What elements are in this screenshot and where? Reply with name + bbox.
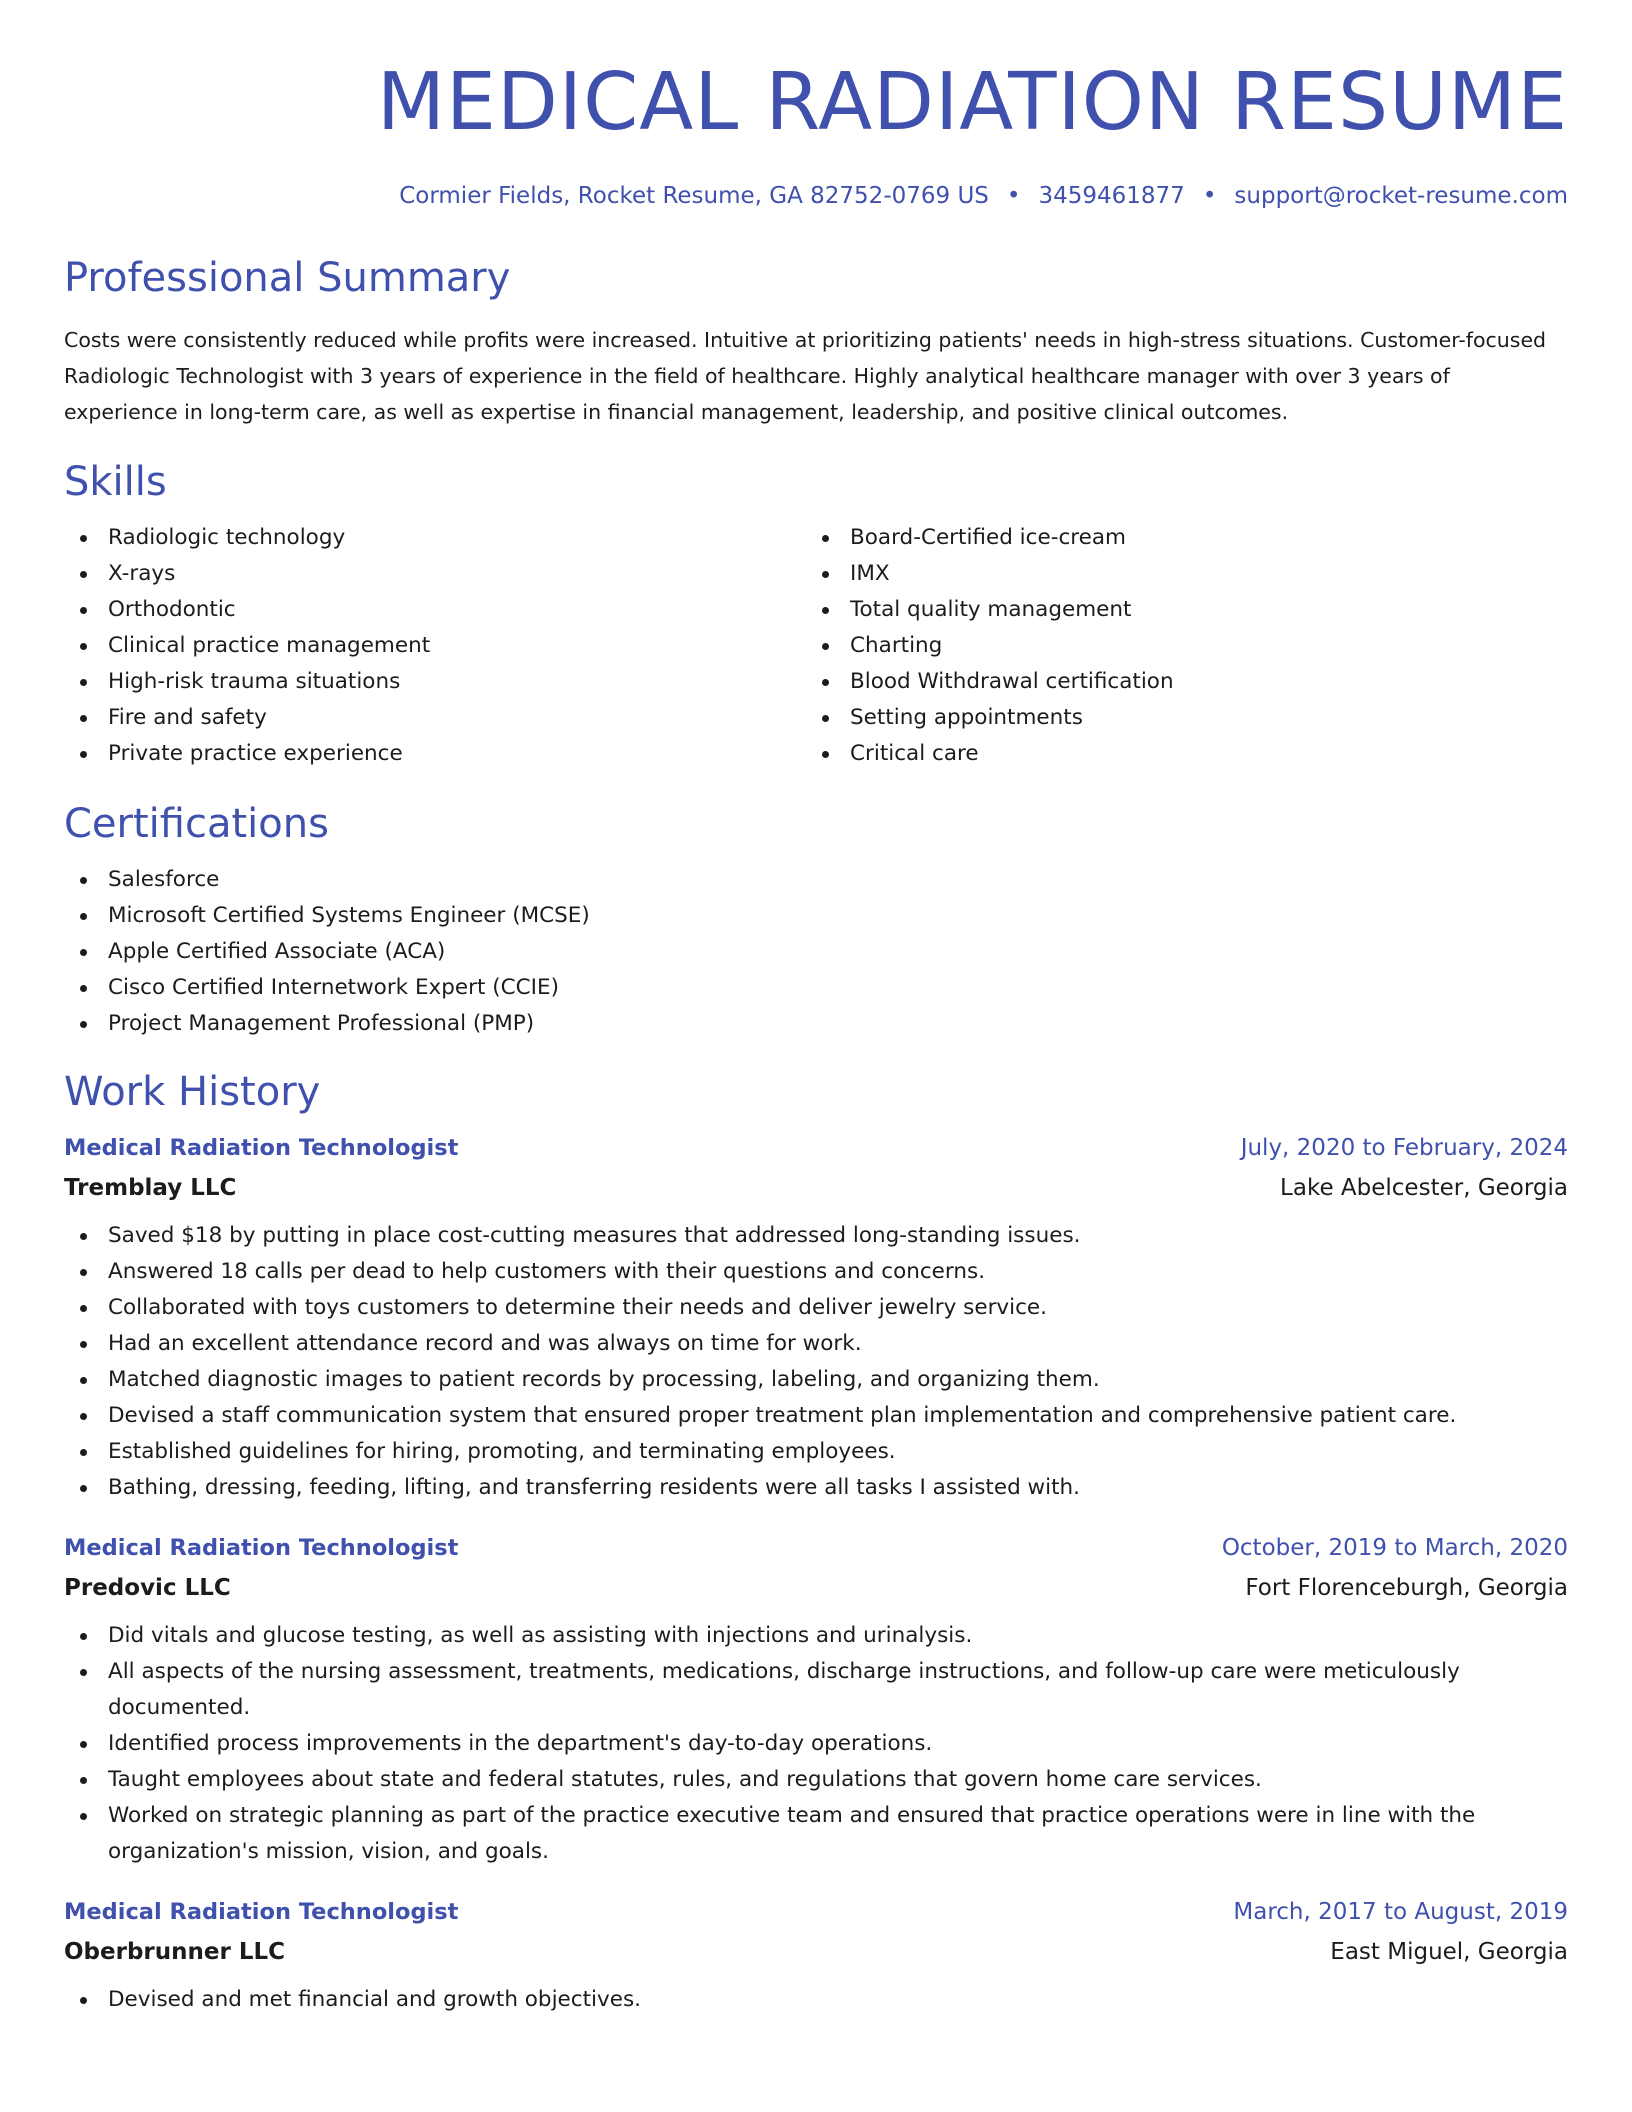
job-bullet: Identified process improvements in the department's day-to-day operations. <box>64 1726 1568 1762</box>
skill-item: Setting appointments <box>806 700 1548 736</box>
certification-item: Cisco Certified Internetwork Expert (CCIE) <box>64 970 1568 1006</box>
skills-section <box>64 458 1568 772</box>
job-dates: March, 2017 to August, 2019 <box>1233 1899 1568 1925</box>
job-company: Tremblay LLC <box>64 1175 237 1201</box>
skill-item: IMX <box>806 556 1548 592</box>
certifications-list <box>64 862 1568 1042</box>
skill-item: Private practice experience <box>64 736 806 772</box>
job-bullets <box>64 1218 1568 1506</box>
work-history-section <box>64 1068 1568 2018</box>
contact-separator: • <box>1202 183 1217 209</box>
contact-phone: 3459461877 <box>1038 183 1185 209</box>
job-bullet: Answered 18 calls per dead to help customers with their questions and concerns. <box>64 1254 1568 1290</box>
job-dates: October, 2019 to March, 2020 <box>1221 1535 1568 1561</box>
job-bullet: Did vitals and glucose testing, as well as assisting with injections and urinalysis. <box>64 1618 1568 1654</box>
certification-item: Apple Certified Associate (ACA) <box>64 934 1568 970</box>
job-title: Medical Radiation Technologist <box>64 1535 459 1561</box>
job-subheader <box>64 1932 1568 1972</box>
job-bullet: Established guidelines for hiring, promoting, and terminating employees. <box>64 1434 1568 1470</box>
skill-item: X-rays <box>64 556 806 592</box>
contact-email: support@rocket-resume.com <box>1234 183 1568 209</box>
job-entry <box>64 1528 1568 1870</box>
job-title: Medical Radiation Technologist <box>64 1899 459 1925</box>
job-bullets <box>64 1618 1568 1870</box>
job-bullet: Devised and met financial and growth objectives. <box>64 1982 1568 2018</box>
skill-item: High-risk trauma situations <box>64 664 806 700</box>
job-bullet: Devised a staff communication system that ensured proper treatment plan implementation and comprehensive patient care. <box>64 1398 1568 1434</box>
skill-item: Fire and safety <box>64 700 806 736</box>
skill-item: Critical care <box>806 736 1548 772</box>
summary-text: Costs were consistently reduced while profits were increased. Intuitive at prioritizing patients' needs in high-stress situations. Customer-focused Radiologic Technologist with 3 years of experience in the field of healthcare. Highly analytical healthcare manager with over 3 years of experience in long-term care, as well as expertise in financial management, leadership, and positive clinical outcomes. <box>64 328 1547 424</box>
resume-name: MEDICAL RADIATION RESUME <box>376 56 1568 148</box>
job-header <box>64 1528 1568 1568</box>
skill-item: Orthodontic <box>64 592 806 628</box>
job-bullet: Collaborated with toys customers to determine their needs and deliver jewelry service. <box>64 1290 1568 1326</box>
work-history-heading: Work History <box>64 1069 321 1115</box>
certifications-heading: Certifications <box>64 801 329 847</box>
job-title: Medical Radiation Technologist <box>64 1135 459 1161</box>
contact-line <box>64 181 1568 211</box>
job-subheader <box>64 1168 1568 1208</box>
summary-heading: Professional Summary <box>64 255 511 301</box>
skills-list-right <box>806 520 1548 772</box>
certification-item: Salesforce <box>64 862 1568 898</box>
job-location: Fort Florenceburgh, Georgia <box>1245 1575 1568 1601</box>
job-bullet: Taught employees about state and federal statutes, rules, and regulations that govern home care services. <box>64 1762 1568 1798</box>
certifications-section <box>64 800 1568 1042</box>
job-dates: July, 2020 to February, 2024 <box>1240 1135 1568 1161</box>
job-bullet: Matched diagnostic images to patient records by processing, labeling, and organizing them. <box>64 1362 1568 1398</box>
contact-address: Cormier Fields, Rocket Resume, GA 82752-0769 US <box>399 183 989 209</box>
skills-list-left <box>64 520 806 772</box>
job-location: Lake Abelcester, Georgia <box>1280 1175 1568 1201</box>
job-bullets <box>64 1982 1568 2018</box>
skill-item: Charting <box>806 628 1548 664</box>
job-header <box>64 1128 1568 1168</box>
job-entry <box>64 1892 1568 2018</box>
job-bullet: Worked on strategic planning as part of the practice executive team and ensured that practice operations were in line with the organization's mission, vision, and goals. <box>64 1798 1568 1870</box>
certification-item: Project Management Professional (PMP) <box>64 1006 1568 1042</box>
job-entry <box>64 1128 1568 1506</box>
skill-item: Board-Certified ice-cream <box>806 520 1548 556</box>
skill-item: Total quality management <box>806 592 1548 628</box>
job-header <box>64 1892 1568 1932</box>
certification-item: Microsoft Certified Systems Engineer (MCSE) <box>64 898 1568 934</box>
job-bullet: All aspects of the nursing assessment, treatments, medications, discharge instructions, and follow-up care were meticulously documented. <box>64 1654 1568 1726</box>
job-bullet: Had an excellent attendance record and was always on time for work. <box>64 1326 1568 1362</box>
contact-separator: • <box>1006 183 1021 209</box>
job-bullet: Saved $18 by putting in place cost-cutting measures that addressed long-standing issues. <box>64 1218 1568 1254</box>
job-location: East Miguel, Georgia <box>1330 1939 1568 1965</box>
job-bullet: Bathing, dressing, feeding, lifting, and transferring residents were all tasks I assisted with. <box>64 1470 1568 1506</box>
skill-item: Radiologic technology <box>64 520 806 556</box>
skill-item: Blood Withdrawal certification <box>806 664 1548 700</box>
skills-heading: Skills <box>64 459 167 505</box>
job-company: Predovic LLC <box>64 1575 231 1601</box>
skill-item: Clinical practice management <box>64 628 806 664</box>
job-company: Oberbrunner LLC <box>64 1939 286 1965</box>
professional-summary-section <box>64 254 1568 430</box>
job-subheader <box>64 1568 1568 1608</box>
skills-columns <box>64 506 1568 772</box>
